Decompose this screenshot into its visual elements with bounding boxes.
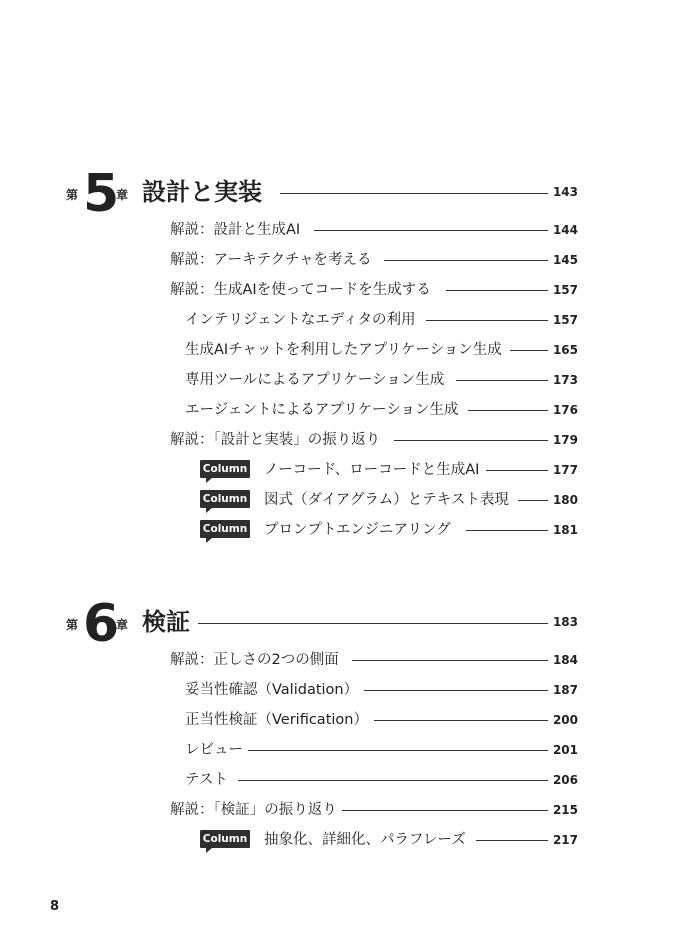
toc-entry — [0, 369, 688, 391]
leader-line — [476, 840, 548, 841]
leader-line — [374, 720, 548, 721]
leader-line — [456, 380, 548, 381]
toc-entry — [0, 649, 688, 671]
entry-label: プロンプトエンジニアリング — [264, 522, 451, 538]
entry-label: レビュー — [185, 742, 243, 758]
toc-entry — [0, 399, 688, 421]
toc-entry-column — [0, 519, 688, 541]
entry-page: 215 — [552, 803, 578, 817]
leader-line — [314, 230, 548, 231]
leader-line — [238, 780, 548, 781]
chapter-number: 6 — [83, 594, 119, 654]
entry-page: 179 — [552, 433, 578, 447]
leader-line — [384, 260, 548, 261]
leader-line — [426, 320, 548, 321]
chapter-6-heading — [0, 594, 688, 654]
toc-entry — [0, 739, 688, 761]
leader-line — [364, 690, 548, 691]
entry-page: 184 — [552, 653, 578, 667]
entry-page: 157 — [552, 313, 578, 327]
entry-page: 201 — [552, 743, 578, 757]
entry-page: 181 — [552, 523, 578, 537]
entry-label: 解説：正しさの2つの側面 — [170, 652, 339, 668]
toc-entry — [0, 429, 688, 451]
entry-label: インテリジェントなエディタの利用 — [185, 312, 416, 328]
leader-line — [198, 623, 548, 624]
entry-label: 解説：アーキテクチャを考える — [170, 252, 372, 268]
entry-label: エージェントによるアプリケーション生成 — [185, 402, 459, 418]
leader-line — [280, 193, 548, 194]
entry-page: 200 — [552, 713, 578, 727]
entry-page: 145 — [552, 253, 578, 267]
entry-page: 180 — [552, 493, 578, 507]
toc-entry-column — [0, 829, 688, 851]
entry-page: 176 — [552, 403, 578, 417]
chapter-title: 検証 — [142, 608, 190, 636]
leader-line — [510, 350, 548, 351]
leader-line — [352, 660, 548, 661]
toc-entry — [0, 799, 688, 821]
entry-page: 187 — [552, 683, 578, 697]
leader-line — [518, 500, 548, 501]
entry-page: 217 — [552, 833, 578, 847]
chapter-suffix: 章 — [116, 618, 129, 632]
leader-line — [342, 810, 548, 811]
entry-label: 解説：設計と生成AI — [170, 222, 301, 238]
chapter-prefix: 第 — [66, 188, 79, 202]
entry-page: 165 — [552, 343, 578, 357]
entry-page: 206 — [552, 773, 578, 787]
column-badge: Column — [200, 520, 250, 538]
entry-label: 解説：「設計と実装」の振り返り — [170, 432, 381, 448]
toc-entry — [0, 679, 688, 701]
entry-page: 157 — [552, 283, 578, 297]
toc-entry — [0, 249, 688, 271]
page-number: 8 — [50, 899, 60, 914]
column-badge: Column — [200, 830, 250, 848]
leader-line — [394, 440, 548, 441]
entry-label: 抽象化、詳細化、パラフレーズ — [264, 832, 466, 848]
leader-line — [446, 290, 548, 291]
toc-entry-column — [0, 489, 688, 511]
chapter-page: 143 — [552, 185, 578, 199]
entry-label: テスト — [185, 772, 228, 788]
leader-line — [468, 410, 548, 411]
chapter-suffix: 章 — [116, 188, 129, 202]
entry-label: 妥当性確認（Validation） — [185, 682, 359, 698]
toc-entry — [0, 709, 688, 731]
entry-label: 解説：「検証」の振り返り — [170, 802, 337, 818]
leader-line — [486, 470, 548, 471]
entry-label: 正当性検証（Verification） — [185, 712, 368, 728]
entry-label: 生成AIチャットを利用したアプリケーション生成 — [185, 342, 502, 358]
chapter-number: 5 — [83, 164, 119, 224]
chapter-page: 183 — [552, 615, 578, 629]
entry-page: 144 — [552, 223, 578, 237]
entry-page: 173 — [552, 373, 578, 387]
column-badge: Column — [200, 460, 250, 478]
toc-entry — [0, 219, 688, 241]
chapter-title: 設計と実装 — [142, 178, 262, 206]
chapter-prefix: 第 — [66, 618, 79, 632]
chapter-5-heading — [0, 164, 688, 224]
column-badge: Column — [200, 490, 250, 508]
toc-entry — [0, 309, 688, 331]
toc-entry — [0, 769, 688, 791]
entry-label: 図式（ダイアグラム）とテキスト表現 — [264, 492, 509, 508]
entry-page: 177 — [552, 463, 578, 477]
toc-entry-column — [0, 459, 688, 481]
toc-entry — [0, 339, 688, 361]
entry-label: ノーコード、ローコードと生成AI — [264, 462, 480, 478]
leader-line — [466, 530, 548, 531]
leader-line — [248, 750, 548, 751]
toc-entry — [0, 279, 688, 301]
entry-label: 解説：生成AIを使ってコードを生成する — [170, 282, 431, 298]
entry-label: 専用ツールによるアプリケーション生成 — [185, 372, 445, 388]
